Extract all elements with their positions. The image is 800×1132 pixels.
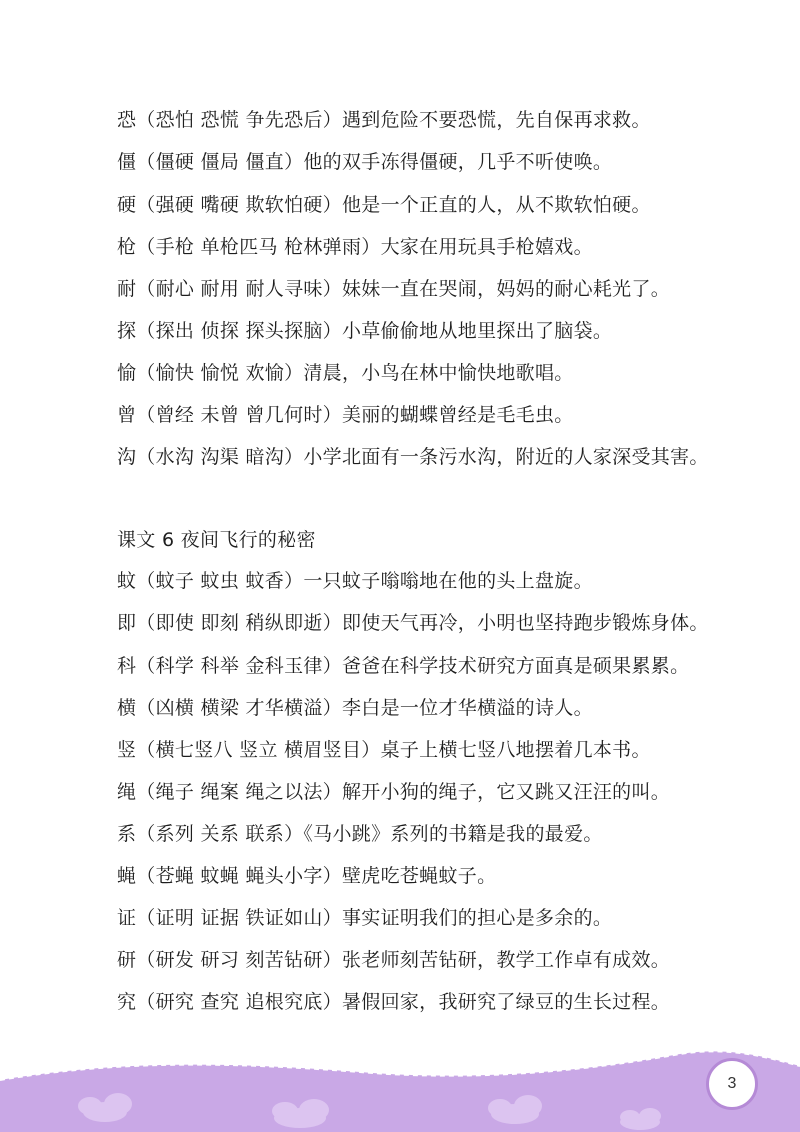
footer-wave	[0, 1040, 800, 1132]
vocab-entry-xi: 系（系列 关系 联系）《马小跳》系列的书籍是我的最爱。	[117, 823, 603, 845]
lesson-title: 课文 6 夜间飞行的秘密	[117, 529, 316, 551]
vocab-entry-jiang: 僵（僵硬 僵局 僵直）他的双手冻得僵硬，几乎不听使唤。	[117, 151, 613, 173]
vocab-entry-shu: 竖（横七竖八 竖立 横眉竖目）桌子上横七竖八地摆着几本书。	[117, 739, 651, 761]
vocab-entry-zheng: 证（证明 证据 铁证如山）事实证明我们的担心是多余的。	[117, 907, 613, 929]
vocab-entry-qiang: 枪（手枪 单枪匹马 枪林弹雨）大家在用玩具手枪嬉戏。	[117, 236, 593, 258]
vocab-entry-yan: 研（研发 研习 刻苦钻研）张老师刻苦钻研，教学工作卓有成效。	[117, 949, 671, 971]
vocab-entry-kong: 恐（恐怕 恐慌 争先恐后）遇到危险不要恐慌，先自保再求救。	[117, 109, 651, 131]
page-number: 3	[706, 1058, 758, 1110]
vocab-entry-yu: 愉（愉快 愉悦 欢愉）清晨，小鸟在林中愉快地歌唱。	[117, 362, 574, 384]
vocab-entry-ji: 即（即使 即刻 稍纵即逝）即使天气再冷，小明也坚持跑步锻炼身体。	[117, 612, 709, 634]
vocab-entry-ying-fly: 蝇（苍蝇 蚊蝇 蝇头小字）壁虎吃苍蝇蚊子。	[117, 865, 497, 887]
vocab-entry-heng: 横（凶横 横梁 才华横溢）李白是一位才华横溢的诗人。	[117, 697, 593, 719]
vocab-entry-ke: 科（科学 科举 金科玉律）爸爸在科学技术研究方面真是硕果累累。	[117, 655, 690, 677]
vocab-entry-tan: 探（探出 侦探 探头探脑）小草偷偷地从地里探出了脑袋。	[117, 320, 613, 342]
vocab-entry-jiu: 究（研究 查究 追根究底）暑假回家，我研究了绿豆的生长过程。	[117, 991, 671, 1013]
vocab-entry-ying: 硬（强硬 嘴硬 欺软怕硬）他是一个正直的人，从不欺软怕硬。	[117, 194, 651, 216]
vocab-entry-nai: 耐（耐心 耐用 耐人寻味）妹妹一直在哭闹，妈妈的耐心耗光了。	[117, 278, 671, 300]
vocab-entry-gou: 沟（水沟 沟渠 暗沟）小学北面有一条污水沟，附近的人家深受其害。	[117, 446, 709, 468]
vocab-entry-ceng: 曾（曾经 未曾 曾几何时）美丽的蝴蝶曾经是毛毛虫。	[117, 404, 574, 426]
vocab-entry-wen: 蚊（蚊子 蚊虫 蚊香）一只蚊子嗡嗡地在他的头上盘旋。	[117, 570, 593, 592]
vocab-entry-sheng: 绳（绳子 绳案 绳之以法）解开小狗的绳子，它又跳又汪汪的叫。	[117, 781, 671, 803]
